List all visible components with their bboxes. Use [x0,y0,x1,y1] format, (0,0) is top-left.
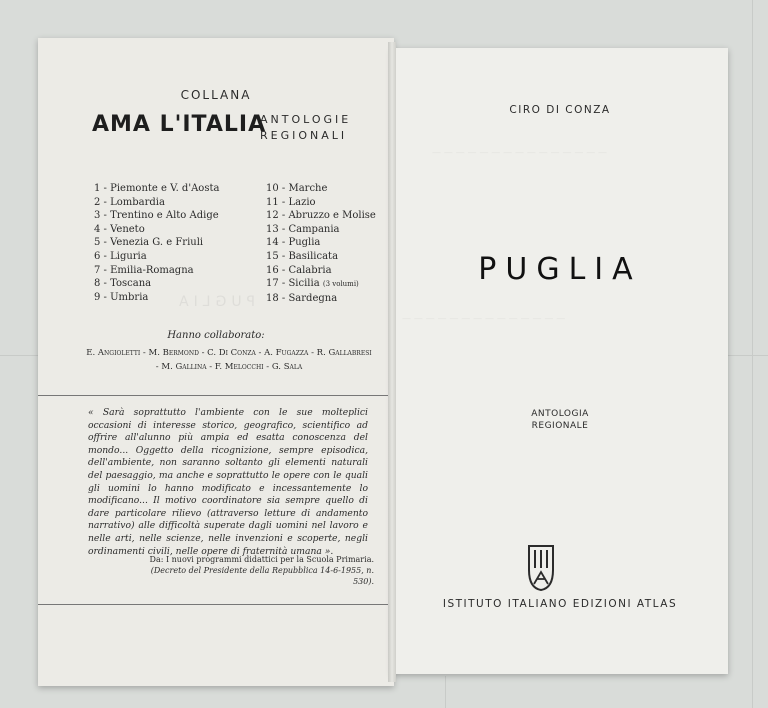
volume-item: 3 - Trentino e Alto Adige [94,210,219,222]
volume-item: 18 - Sardegna [266,292,338,304]
book-title: PUGLIA [478,252,642,287]
book-subtitle [392,408,728,432]
right-page [392,48,728,674]
volume-item: 16 - Calabria [266,264,332,276]
volume-note: (3 volumi) [322,280,359,289]
volume-item: 2 - Lombardia [94,196,165,208]
book-subtitle-line: ANTOLOGIA [531,409,589,419]
quote-source [148,554,374,587]
volume-item: 4 - Veneto [94,223,145,235]
volume-item: 11 - Lazio [266,196,316,208]
background-tile-seam [445,676,446,708]
volume-item-label: 17 - Sicilia [266,278,320,290]
left-page [38,38,394,686]
show-through-text: — — — — — — — — — — — — — — — [432,148,608,158]
show-through-text: PUGLIA [174,294,256,310]
collaborators-names: E. Angioletti - M. Bermond - C. Di Conza - A. Fugazza - R. Gallabresi - M. Gallina - F. Melocchi - G. Sala [86,348,372,372]
publisher-name: ISTITUTO ITALIANO EDIZIONI ATLAS [442,598,678,610]
collana-label: COLLANA [180,88,252,102]
volume-list-left [94,182,219,304]
series-title: AMA L'ITALIA [92,112,267,137]
publisher-logo-icon [526,544,556,592]
volume-item: 7 - Emilia-Romagna [94,264,194,276]
author-name: CIRO DI CONZA [509,104,611,116]
volume-item: 6 - Liguria [94,250,147,262]
series-subtitle-line: ANTOLOGIE [260,113,352,126]
background-tile-seam [752,0,753,708]
quote-source-line: (Decreto del Presidente della Repubblica 14-6-1955, n. 530). [150,566,374,586]
book-spine [388,42,396,682]
collaborators-title: Hanno collaborato: [167,330,265,341]
volume-item: 13 - Campania [266,223,340,235]
volume-item [266,277,376,292]
volume-item: 8 - Toscana [94,278,152,290]
volume-item: 14 - Puglia [266,237,321,249]
volume-item: 9 - Umbria [94,291,149,303]
volume-item: 5 - Venezia G. e Friuli [94,237,204,249]
quote-source-line: Da: I nuovi programmi didattici per la Scuola Primaria. [149,555,374,564]
divider [38,395,394,396]
volume-item: 1 - Piemonte e V. d'Aosta [94,183,220,194]
volume-item: 12 - Abruzzo e Molise [266,210,376,222]
volume-item: 10 - Marche [266,183,328,194]
book-subtitle-line: REGIONALE [531,421,589,431]
quote-text: « Sarà soprattutto l'ambiente con le sue molteplici occasioni di interesse storico, geografico, scientifico ad offrire all'alunno più ampia ed esatta conoscenza del mondo... Oggetto della ricognizione, sempre episodica, dell'ambiente, non saranno soltanto gli elementi naturali del paesaggio, ma anche e soprattutto le opere con le quali gli uomini lo hanno modificato e incessantemente lo modificano... Il motivo coordinatore sia sempre quello di dare particolare rilievo (attraverso letture di andamento narrativo) alle difficoltà superate dagli uomini nel lavoro e nelle arti, nelle scienze, nelle invenzioni e scoperte, negli ordinamenti civili, nelle opere di fraternità umana ». [88,407,368,557]
divider [38,604,394,605]
volume-item: 15 - Basilicata [266,250,339,262]
series-subtitle [260,112,351,144]
volume-list-right [266,182,376,305]
show-through-text: — — — — — — — — — — — — — — [402,314,566,324]
series-subtitle-line: REGIONALI [260,129,348,142]
